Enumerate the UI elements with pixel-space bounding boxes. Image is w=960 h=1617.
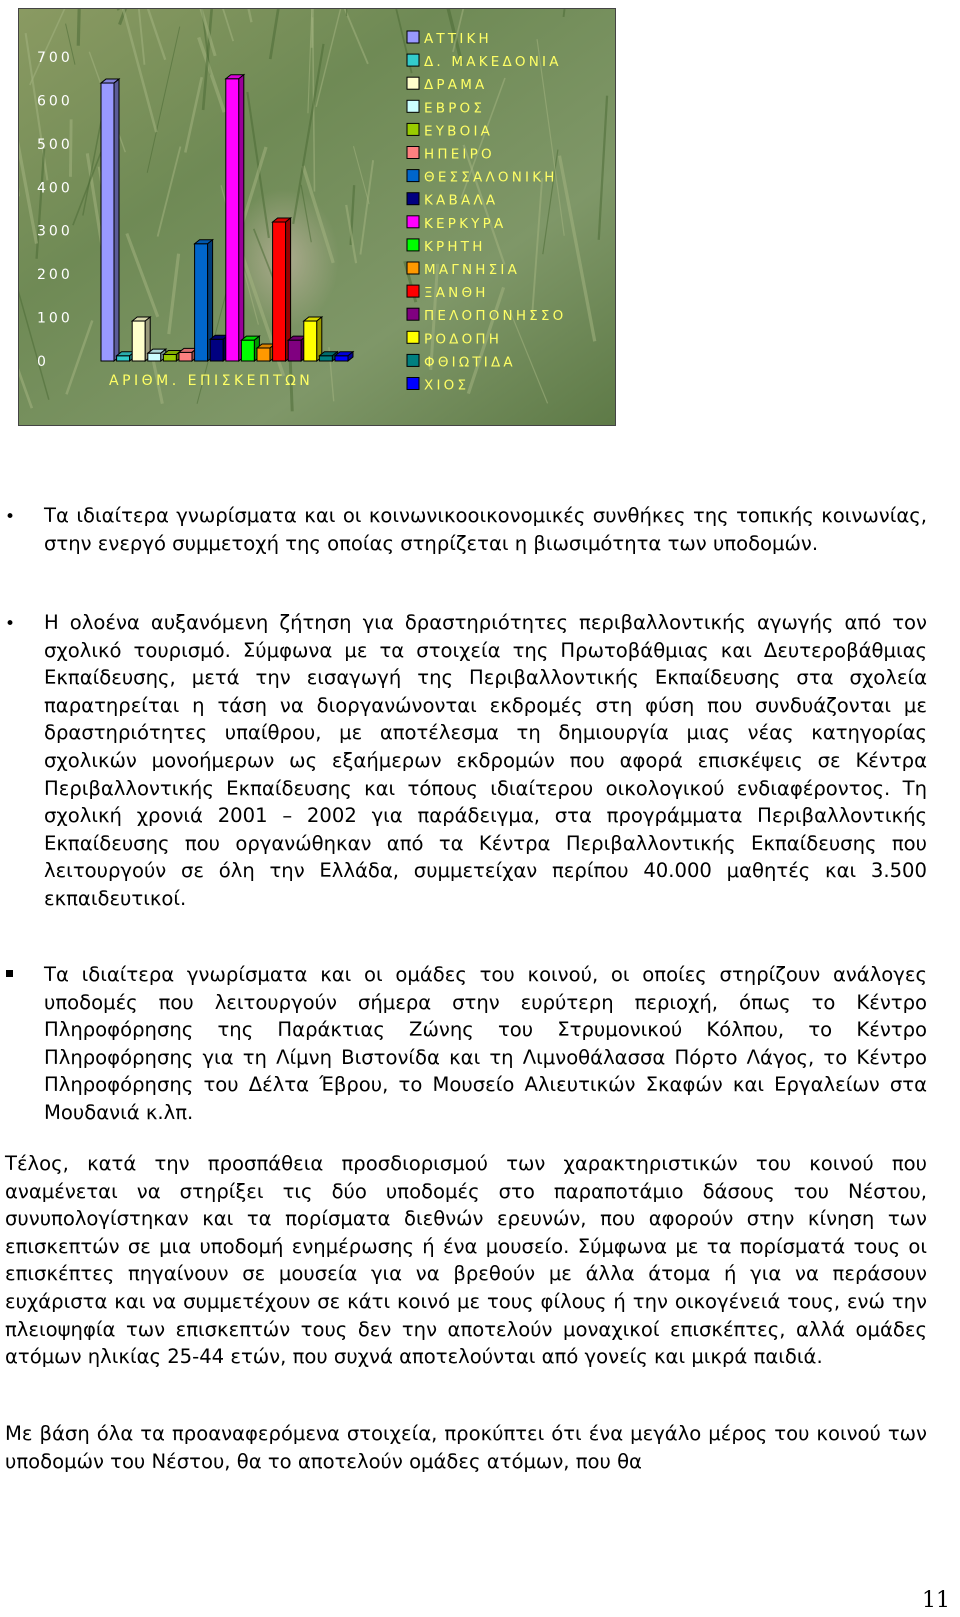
legend-swatch — [407, 54, 419, 66]
bar-14 — [304, 317, 322, 361]
legend-label: ΘΕΣΣΑΛΟΝΙΚΗ — [424, 169, 558, 186]
legend-swatch — [407, 331, 419, 343]
legend-swatch — [407, 170, 419, 182]
legend-swatch — [407, 147, 419, 159]
bar-1 — [101, 79, 119, 361]
y-tick-label: 700 — [37, 50, 73, 66]
bar-front — [319, 356, 332, 361]
bar-16 — [335, 352, 353, 361]
bar-front — [335, 356, 348, 361]
legend-label: ΧΙΟΣ — [424, 377, 470, 394]
x-axis-label: ΑΡΙΘΜ. ΕΠΙΣΚΕΠΤΩΝ — [109, 373, 314, 389]
bar-side — [114, 79, 119, 361]
legend-entry-13 — [407, 308, 566, 324]
legend-label: ΗΠΕΙΡΟ — [424, 146, 495, 163]
bar-front — [241, 340, 254, 361]
legend-swatch — [407, 77, 419, 89]
bar-front — [132, 321, 145, 361]
legend-label: ΜΑΓΝΗΣΙΑ — [424, 262, 521, 278]
bar-front — [304, 321, 317, 361]
legend-entry-2 — [407, 54, 562, 70]
y-tick-label: 100 — [37, 310, 73, 327]
bar-front — [117, 356, 130, 361]
bar-front — [148, 353, 161, 361]
chart-panel — [18, 8, 616, 426]
legend-label: ΑΤΤΙΚΗ — [424, 31, 492, 47]
legend-swatch — [407, 354, 419, 366]
legend-label: ΚΕΡΚΥΡΑ — [424, 215, 507, 232]
bar-12 — [273, 218, 291, 361]
legend-swatch — [407, 193, 419, 205]
bullet-paragraph-2: Η ολοένα αυξανόμενη ζήτηση για δραστηριότητες περιβαλλοντικής αγωγής από τον σχολικό τουρισμό. Σύμφωνα με τα στοιχεία της Πρωτοβάθμιας και Δευτεροβάθμιας Εκπαίδευσης, μετά την εισαγωγή της Περιβαλλοντικής Εκπαίδευσης στα σχολεία παρατηρείται η τάση να διοργανώνονται εκδρομές στη φύση που συνδυάζονται με δραστηριότητες υπαίθρου, με αποτέλεσμα τη δημιουργία μιας νέας κατηγορίας σχολικών μονοήμερων ως εξαήμερων εκδρομών που αφορά επισκέψεις σε Κέντρα Περιβαλλοντικής Εκπαίδευσης και τόπους ιδιαίτερου οικολογικού ενδιαφέροντος. Τη σχολική χρονιά 2001 – 2002 για παράδειγμα, στα προγράμματα Περιβαλλοντικής Εκπαίδευσης που οργανώθηκαν από τα Κέντρα Περιβαλλοντικής Εκπαίδευσης που λειτουργούν σε όλη την Ελλάδα, συμμετείχαν περίπου 40.000 μαθητές και 3.500 εκπαιδευτικοί. — [44, 611, 927, 910]
legend-label: ΞΑΝΘΗ — [424, 285, 489, 302]
page-number: 11 — [922, 1588, 950, 1613]
legend-label: ΕΥΒΟΙΑ — [424, 123, 494, 140]
bar-front — [163, 354, 176, 361]
paragraph-1: Τέλος, κατά την προσπάθεια προσδιορισμού των χαρακτηριστικών του κοινού που αναμένεται να στηρίξει τις δύο υποδομές στο παραποτάμιο δάσους του Νέστου, συνυπολογίστηκαν και τα πορίσματα διεθνών ερευνών, που αφορούν στην κίνηση των επισκεπτών σε μια υποδομή ενημέρωσης ή ένα μουσείο. Σύμφωνα με τα πορίσματά τους οι επισκέπτες πηγαίνουν σε μουσεία για να βρεθούν με άλλα άτομα ή για να περάσουν ευχάριστα και να συμμετέχουν σε κάτι κοινό με τους φίλους ή την οικογένειά τους, ενώ την πλειοψηφία των επισκεπτών τους δεν την αποτελούν μοναχικοί επισκέπτες, αλλά ομάδες ατόμων ηλικίας 25-44 ετών, που συχνά αποτελούνται από γονείς και μικρά παιδιά. — [5, 1152, 927, 1369]
legend-label: ΚΑΒΑΛΑ — [424, 192, 499, 209]
legend-swatch — [407, 378, 419, 390]
legend-label: ΦΘΙΩΤΙΔΑ — [424, 354, 516, 371]
bar-chart — [19, 9, 615, 425]
bar-front — [273, 222, 286, 361]
bar-front — [226, 79, 239, 361]
legend-entry-15 — [407, 354, 516, 370]
legend-label: ΚΡΗΤΗ — [424, 238, 486, 255]
legend-swatch — [407, 239, 419, 251]
y-tick-label: 0 — [37, 354, 49, 370]
bullet-marker-1: • — [5, 507, 16, 527]
legend-label: ΕΒΡΟΣ — [424, 100, 486, 117]
legend-swatch — [407, 262, 419, 274]
bar-9 — [226, 75, 244, 361]
legend-label: ΠΕΛΟΠΟΝΗΣΣΟ — [424, 308, 567, 325]
bar-front — [195, 244, 208, 361]
bar-front — [179, 352, 192, 361]
legend-swatch — [407, 285, 419, 297]
legend-entry-11 — [407, 262, 520, 278]
legend-swatch — [407, 308, 419, 320]
bar-front — [210, 339, 223, 361]
y-tick-label: 200 — [37, 267, 73, 284]
bullet-paragraph-1: Τα ιδιαίτερα γνωρίσματα και οι κοινωνικοοικονομικές συνθήκες της τοπικής κοινωνίας, στην ενεργό συμμετοχή της οποίας στηρίζεται η βιωσιμότητα των υποδομών. — [44, 504, 927, 555]
y-tick-label: 600 — [37, 93, 73, 110]
bullet-marker-2: • — [5, 614, 16, 634]
bar-front — [101, 83, 114, 361]
y-tick-label: 300 — [37, 223, 73, 240]
y-tick-label: 500 — [37, 136, 73, 153]
legend-label: Δ. ΜΑΚΕΔΟΝΙΑ — [424, 54, 562, 71]
legend-swatch — [407, 216, 419, 228]
legend-swatch — [407, 31, 419, 43]
legend-label: ΔΡΑΜΑ — [424, 77, 488, 94]
grass-blade — [312, 9, 313, 48]
legend-label: ΡΟΔΟΠΗ — [424, 331, 503, 348]
square-bullet-marker-3 — [6, 970, 13, 977]
legend-swatch — [407, 123, 419, 135]
bar-front — [288, 340, 301, 361]
legend-swatch — [407, 100, 419, 112]
bar-front — [257, 348, 270, 361]
legend-entry-7 — [407, 170, 558, 186]
paragraph-2: Με βάση όλα τα προαναφερόμενα στοιχεία, προκύπτει ότι ένα μεγάλο μέρος του κοινού των υποδομών του Νέστου, θα το αποτελούν ομάδες ατόμων, που θα — [5, 1422, 927, 1473]
bar-side — [239, 75, 244, 361]
bullet-paragraph-3: Τα ιδιαίτερα γνωρίσματα και οι ομάδες του κοινού, οι οποίες στηρίζουν ανάλογες υποδομές που λειτουργούν σήμερα στην ευρύτερη περιοχή, όπως το Κέντρο Πληροφόρησης της Παράκτιας Ζώνης του Στρυμονικού Κόλπου, το Κέντρο Πληροφόρησης για τη Λίμνη Βιστονίδα και τη Λιμνοθάλασσα Πόρτο Λάγος, το Κέντρο Πληροφόρησης του Δέλτα Έβρου, το Μουσείο Αλιευτικών Σκαφών και Εργαλείων στα Μουδανιά κ.λπ. — [44, 963, 927, 1124]
y-tick-label: 400 — [37, 180, 73, 197]
